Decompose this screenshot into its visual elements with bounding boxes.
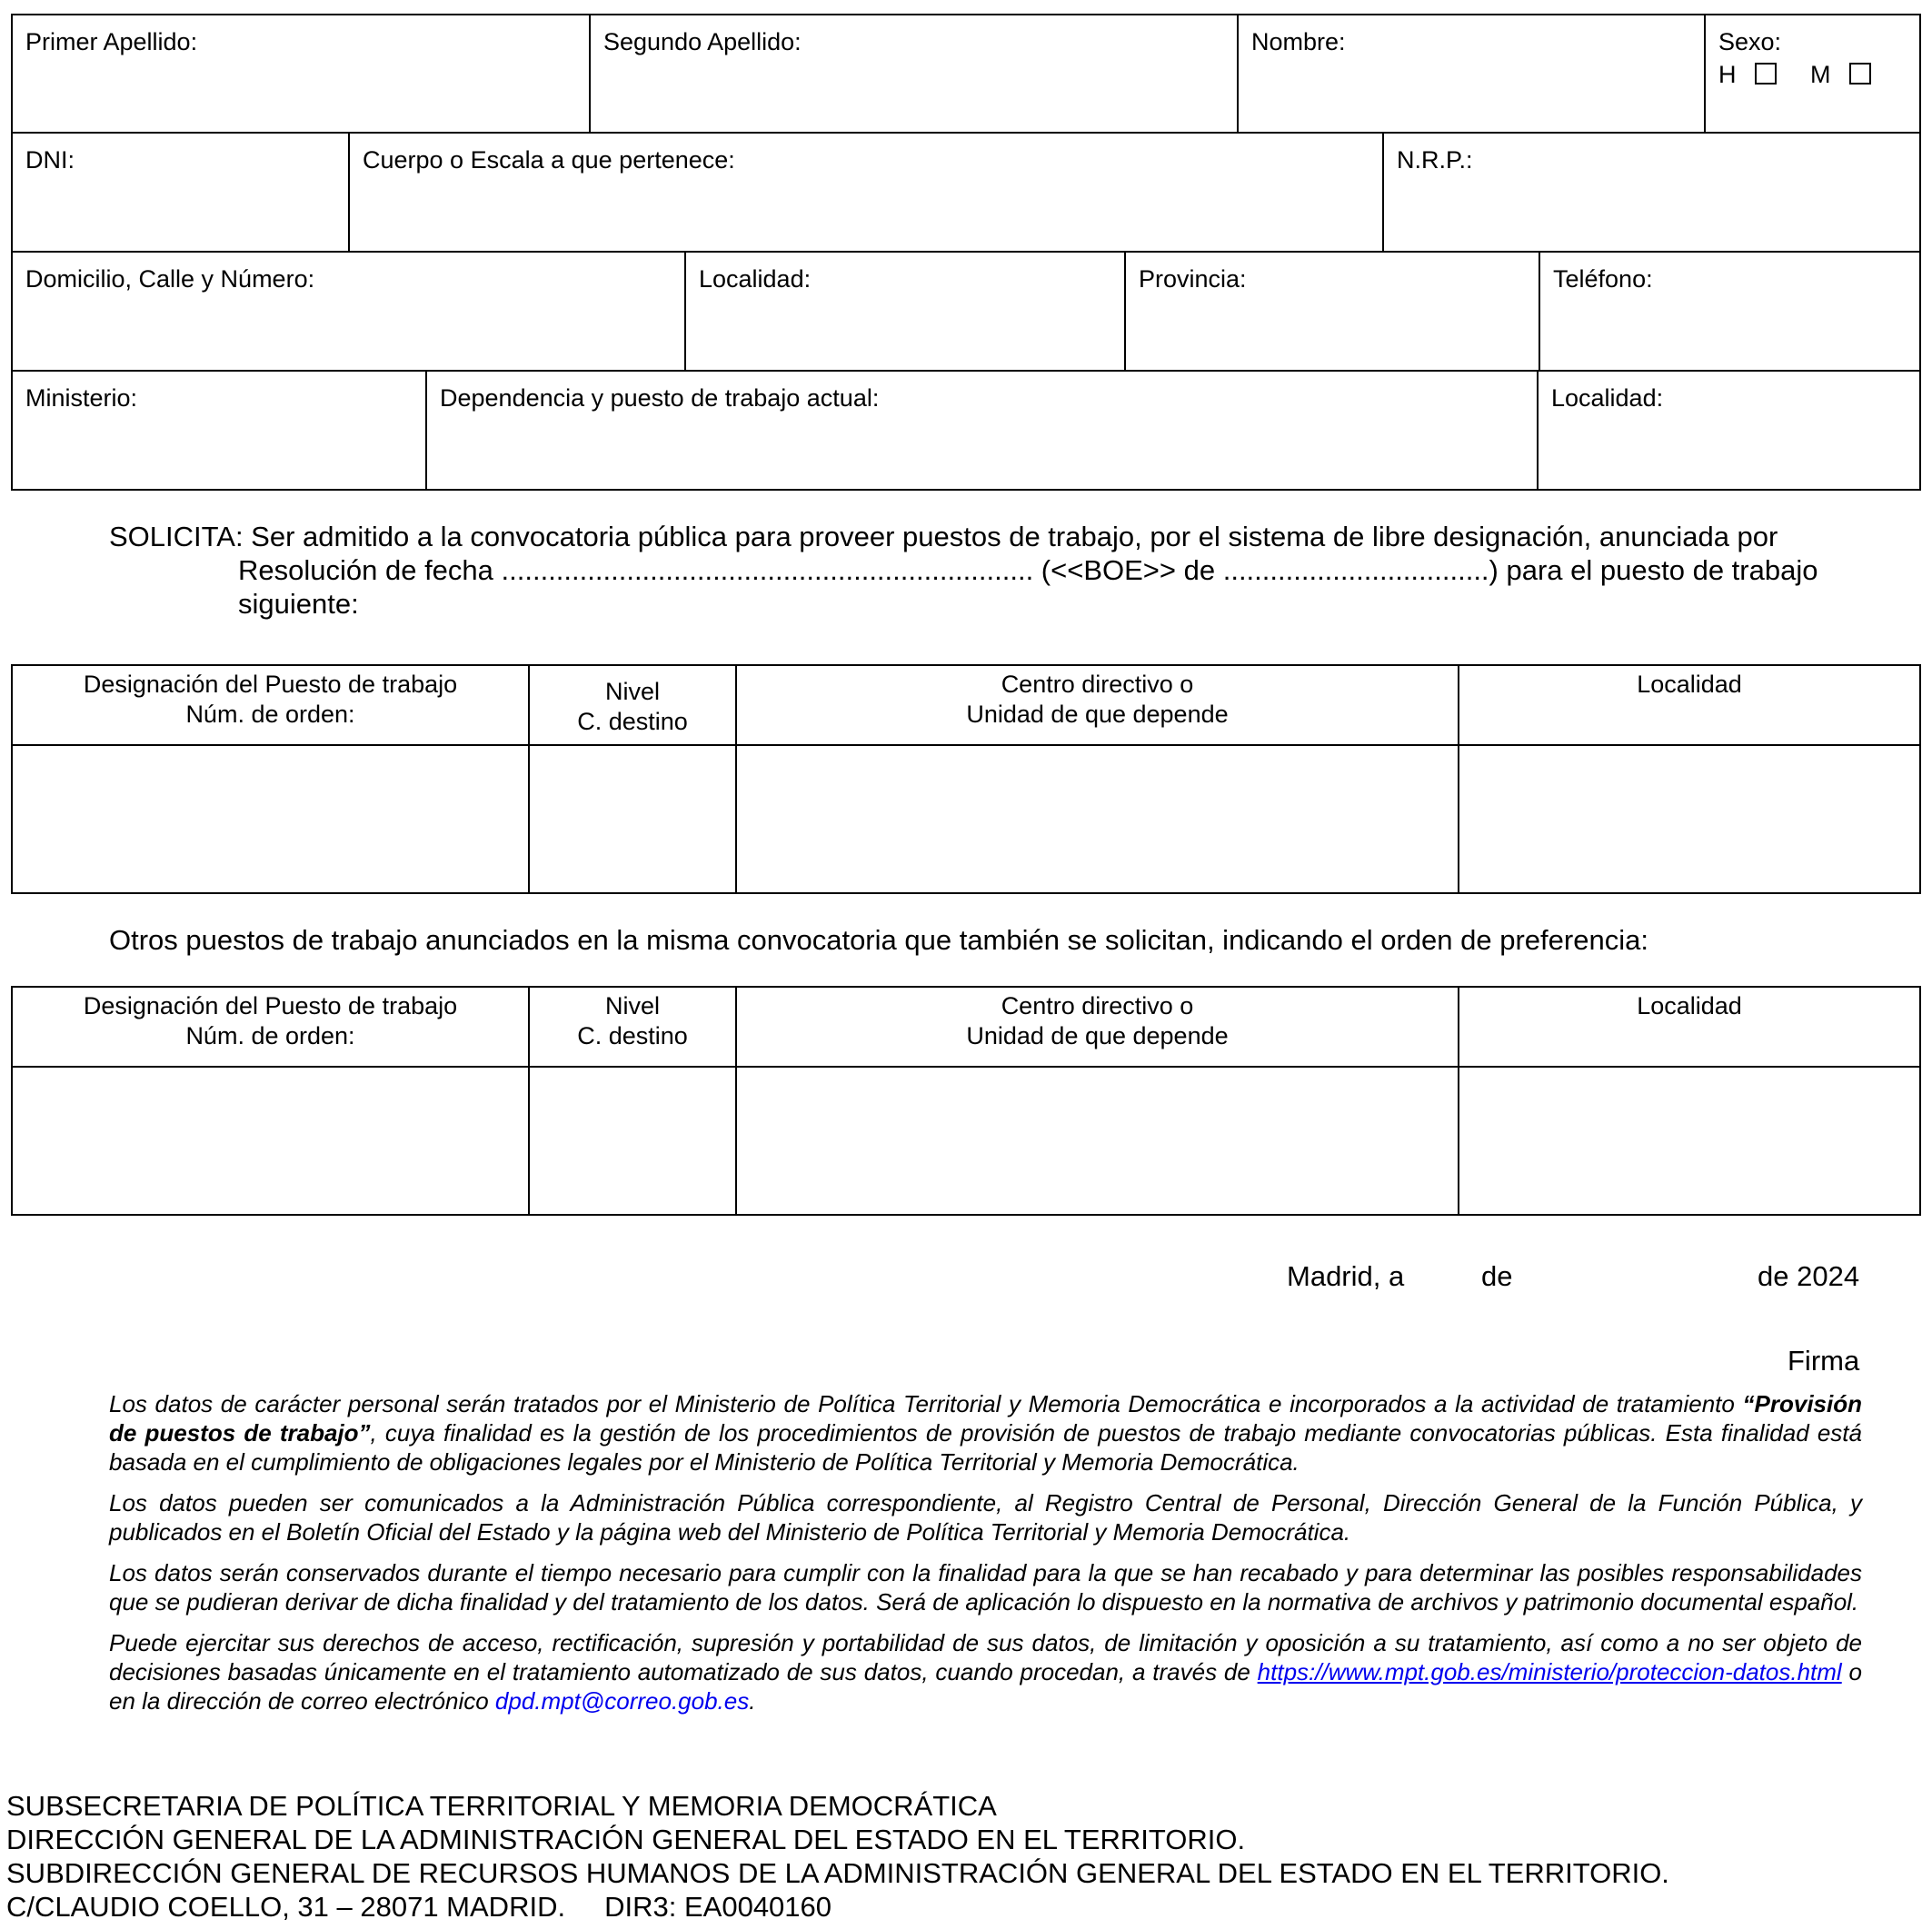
nivel-cell[interactable] (529, 745, 736, 893)
unidad-header: Unidad de que depende (966, 1022, 1229, 1049)
sexo-options (1706, 61, 1919, 89)
table-row (12, 1067, 1920, 1215)
primer-apellido-label: Primer Apellido: (25, 28, 198, 55)
date-de: de (1481, 1260, 1513, 1292)
legal-p2: Los datos pueden ser comunicados a la Administración Pública correspondiente, al Registro Central de Personal, Dirección General de la Función Pública, y publicados en el Boletín Oficial del Estado y la página web del Ministerio de Política Territorial y Memoria Democrática. (109, 1489, 1862, 1546)
col-designacion (12, 665, 529, 745)
localidad-field[interactable] (685, 252, 1125, 371)
col-centro (736, 665, 1459, 745)
sexo-h-checkbox[interactable] (1755, 63, 1777, 85)
centro-cell[interactable] (736, 1067, 1459, 1215)
legal-p4-a: Puede ejercitar sus derechos de acceso, rectificación, supresión y portabilidad de sus datos, de limitación y oposición a su tratamiento, así como a no ser objeto de decisiones basadas únicamente en el tratamiento automatizado de sus datos, cuando procedan, a través de (109, 1629, 1862, 1685)
legal-p4 (109, 1628, 1862, 1715)
localidad-label: Localidad: (699, 265, 812, 293)
col-designacion (12, 987, 529, 1067)
localidad-header: Localidad (1637, 992, 1742, 1019)
legal-notice (109, 1389, 1862, 1727)
c-destino-header: C. destino (577, 708, 688, 735)
segundo-apellido-label: Segundo Apellido: (603, 28, 802, 55)
otros-puestos-table (11, 986, 1921, 1216)
localidad-header: Localidad (1637, 671, 1742, 698)
centro-header: Centro directivo o (1001, 671, 1194, 698)
sexo-m-checkbox[interactable] (1849, 63, 1871, 85)
solicita-line-1: SOLICITA: Ser admitido a la convocatoria pública para proveer puestos de trabajo, por el sistema de libre designación, anunciada por (109, 521, 1778, 552)
date-madrid: Madrid, a (1287, 1260, 1405, 1292)
telefono-label: Teléfono: (1553, 265, 1653, 293)
legal-p1 (109, 1389, 1862, 1477)
sexo-label: Sexo: (1718, 28, 1782, 55)
num-orden-header: Núm. de orden: (185, 1022, 355, 1049)
primer-apellido-field[interactable] (12, 15, 590, 133)
localidad-cell[interactable] (1459, 1067, 1920, 1215)
designacion-cell[interactable] (12, 1067, 529, 1215)
legal-p1-b: , cuya finalidad es la gestión de los procedimientos de provisión de puestos de trabajo mediante convocatorias públicas. Esta finalidad está basada en el cumplimiento de obligaciones legales por el Ministerio de Política Territorial y Memoria Democrática. (109, 1419, 1862, 1476)
centro-cell[interactable] (736, 745, 1459, 893)
dni-label: DNI: (25, 146, 75, 174)
nivel-cell[interactable] (529, 1067, 736, 1215)
provincia-label: Provincia: (1139, 265, 1247, 293)
date-year: de 2024 (1758, 1260, 1860, 1292)
personal-row-3 (11, 251, 1921, 372)
sexo-field (1705, 15, 1920, 133)
nivel-header: Nivel (604, 678, 660, 705)
nivel-header: Nivel (604, 992, 660, 1019)
centro-header: Centro directivo o (1001, 992, 1194, 1019)
footer-line-3: SUBDIRECCIÓN GENERAL DE RECURSOS HUMANOS DE LA ADMINISTRACIÓN GENERAL DEL ESTADO EN EL TERRITORIO. (6, 1857, 1669, 1889)
dni-field[interactable] (12, 133, 349, 252)
footer-address (6, 1789, 1669, 1924)
proteccion-datos-link[interactable]: https://www.mpt.gob.es/ministerio/proteccion-datos.html (1257, 1658, 1842, 1685)
designacion-cell[interactable] (12, 745, 529, 893)
otros-puestos-text: Otros puestos de trabajo anunciados en la misma convocatoria que también se solicitan, indicando el orden de preferencia: (109, 924, 1648, 956)
domicilio-field[interactable] (12, 252, 685, 371)
solicita-line-3: siguiente: (238, 588, 359, 620)
nombre-label: Nombre: (1251, 28, 1346, 55)
col-nivel (529, 987, 736, 1067)
legal-p3: Los datos serán conservados durante el tiempo necesario para cumplir con la finalidad para la que se han recabado y para determinar las posibles responsabilidades que se pudieran derivar de dicha finalidad y del tratamiento de los datos. Será de aplicación lo dispuesto en la normativa de archivos y patrimonio documental español. (109, 1559, 1862, 1616)
localidad-actual-label: Localidad: (1551, 384, 1664, 412)
legal-p1-a: Los datos de carácter personal serán tratados por el Ministerio de Política Territorial y Memoria Democrática e incorporados a la actividad de tratamiento (109, 1390, 1735, 1417)
provincia-field[interactable] (1125, 252, 1539, 371)
solicita-paragraph (109, 520, 1890, 621)
sexo-m-label: M (1810, 61, 1831, 88)
dependencia-field[interactable] (426, 371, 1538, 490)
footer-line-2: DIRECCIÓN GENERAL DE LA ADMINISTRACIÓN GENERAL DEL ESTADO EN EL TERRITORIO. (6, 1824, 1246, 1855)
cuerpo-field[interactable] (349, 133, 1383, 252)
designacion-header: Designación del Puesto de trabajo (83, 992, 458, 1019)
personal-row-2 (11, 132, 1921, 253)
table-header-row (12, 987, 1920, 1067)
firma-label: Firma (1788, 1345, 1860, 1377)
solicita-line-2: Resolución de fecha .................................................................... (<<BOE>> de ..................................) para el puesto de trabajo (238, 554, 1818, 586)
nombre-field[interactable] (1238, 15, 1705, 133)
legal-p4-b: o en la dirección de correo electrónico (109, 1658, 1862, 1715)
num-orden-header: Núm. de orden: (185, 701, 355, 728)
dependencia-label: Dependencia y puesto de trabajo actual: (440, 384, 880, 412)
footer-line-1: SUBSECRETARIA DE POLÍTICA TERRITORIAL Y MEMORIA DEMOCRÁTICA (6, 1790, 997, 1822)
ministerio-field[interactable] (12, 371, 426, 490)
designacion-header: Designación del Puesto de trabajo (83, 671, 458, 698)
footer-line-4: C/CLAUDIO COELLO, 31 – 28071 MADRID. DIR3: EA0040160 (6, 1891, 832, 1923)
unidad-header: Unidad de que depende (966, 701, 1229, 728)
personal-row-4 (11, 370, 1921, 491)
localidad-cell[interactable] (1459, 745, 1920, 893)
localidad-actual-field[interactable] (1538, 371, 1920, 490)
col-centro (736, 987, 1459, 1067)
nrp-field[interactable] (1383, 133, 1920, 252)
telefono-field[interactable] (1539, 252, 1920, 371)
legal-p4-c: . (749, 1687, 756, 1715)
legal-p1-bold: “Provisión de puestos de trabajo” (109, 1390, 1862, 1447)
dpd-email-link[interactable]: dpd.mpt@correo.gob.es (494, 1687, 750, 1715)
table-header-row (12, 665, 1920, 745)
c-destino-header: C. destino (577, 1022, 688, 1049)
table-row (12, 745, 1920, 893)
puesto-table (11, 664, 1921, 894)
col-nivel (529, 665, 736, 745)
personal-row-1 (11, 14, 1921, 134)
cuerpo-label: Cuerpo o Escala a que pertenece: (363, 146, 735, 174)
ministerio-label: Ministerio: (25, 384, 138, 412)
col-localidad (1459, 987, 1920, 1067)
sexo-h-label: H (1718, 61, 1737, 88)
segundo-apellido-field[interactable] (590, 15, 1238, 133)
domicilio-label: Domicilio, Calle y Número: (25, 265, 315, 293)
col-localidad (1459, 665, 1920, 745)
nrp-label: N.R.P.: (1397, 146, 1473, 174)
